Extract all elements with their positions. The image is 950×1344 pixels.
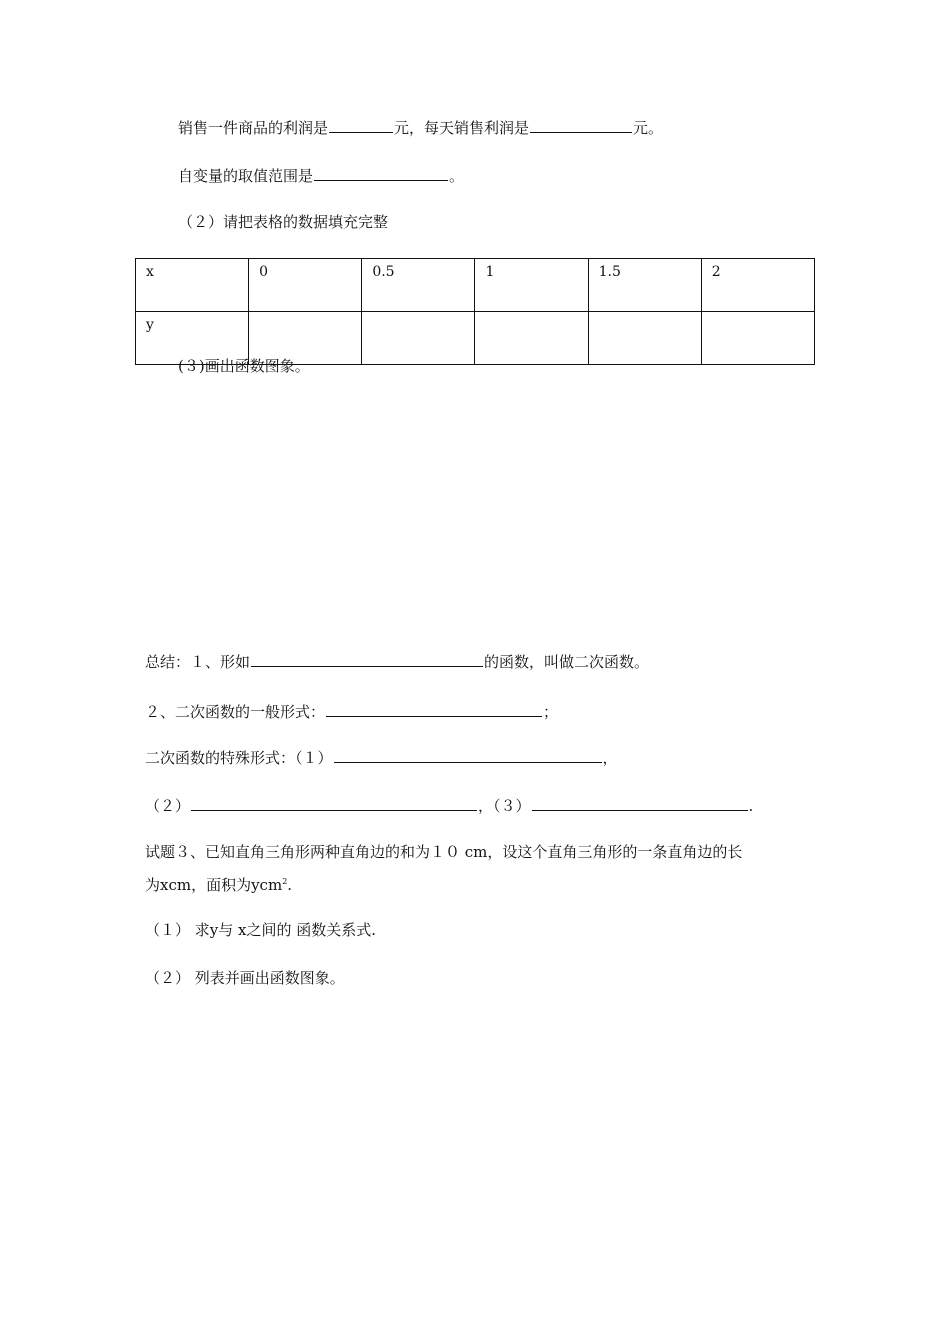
table-cell: 0.5 bbox=[362, 259, 475, 312]
table-cell-blank[interactable] bbox=[475, 312, 588, 365]
question-text: 元，每天销售利润是 bbox=[394, 119, 530, 137]
answer-blank[interactable] bbox=[191, 794, 477, 811]
summary-text: （２） bbox=[145, 797, 191, 815]
table-cell: x bbox=[136, 259, 249, 312]
summary-line-2 bbox=[145, 700, 558, 722]
problem-3-line-2 bbox=[145, 872, 292, 895]
answer-blank[interactable] bbox=[329, 116, 393, 133]
answer-blank[interactable] bbox=[530, 116, 632, 133]
table-cell-blank[interactable] bbox=[701, 312, 814, 365]
question-2-label: （２）请把表格的数据填充完整 bbox=[178, 213, 389, 231]
table-cell: y bbox=[136, 312, 249, 365]
summary-text: 总结：１、形如 bbox=[145, 653, 251, 671]
summary-line-1 bbox=[145, 650, 649, 672]
question-domain-line bbox=[178, 164, 464, 186]
table-cell-blank[interactable] bbox=[362, 312, 475, 365]
summary-text: . bbox=[748, 797, 754, 815]
problem-3-line-1: 试题３、已知直角三角形两种直角边的和为１０ cm，设这个直角三角形的一条直角边的长 bbox=[145, 843, 743, 861]
summary-text: ； bbox=[543, 703, 559, 721]
table-cell-blank[interactable] bbox=[588, 312, 701, 365]
answer-blank[interactable] bbox=[251, 650, 483, 667]
data-table bbox=[135, 258, 815, 365]
summary-line-4 bbox=[145, 794, 753, 816]
problem-3-sub-2: （２） 列表并画出函数图象。 bbox=[145, 969, 345, 987]
problem-text: 为xcm，面积为ycm bbox=[145, 876, 283, 894]
question-text: 自变量的取值范围是 bbox=[178, 167, 314, 185]
superscript: 2 bbox=[282, 877, 288, 886]
table-row bbox=[136, 259, 815, 312]
table-cell: 2 bbox=[701, 259, 814, 312]
summary-text: 的函数，叫做二次函数。 bbox=[484, 653, 650, 671]
question-profit-line bbox=[178, 116, 663, 138]
question-3-label: (３)画出函数图象。 bbox=[178, 357, 310, 375]
answer-blank[interactable] bbox=[314, 164, 448, 181]
summary-text: ， bbox=[602, 749, 618, 767]
answer-blank[interactable] bbox=[532, 794, 748, 811]
question-text: 销售一件商品的利润是 bbox=[178, 119, 329, 137]
problem-3-sub-1: （１） 求y与 x之间的 函数关系式. bbox=[145, 921, 377, 939]
problem-text: . bbox=[287, 876, 293, 894]
answer-blank[interactable] bbox=[334, 746, 602, 763]
question-text: 元。 bbox=[633, 119, 664, 137]
table-cell: 1.5 bbox=[588, 259, 701, 312]
summary-text: ，（３） bbox=[478, 797, 531, 815]
table-cell: 1 bbox=[475, 259, 588, 312]
summary-line-3 bbox=[145, 746, 618, 768]
summary-text: ２、二次函数的一般形式： bbox=[145, 703, 326, 721]
answer-blank[interactable] bbox=[326, 700, 542, 717]
table-cell: 0 bbox=[249, 259, 362, 312]
summary-text: 二次函数的特殊形式：（１） bbox=[145, 749, 333, 767]
question-text: 。 bbox=[449, 167, 465, 185]
